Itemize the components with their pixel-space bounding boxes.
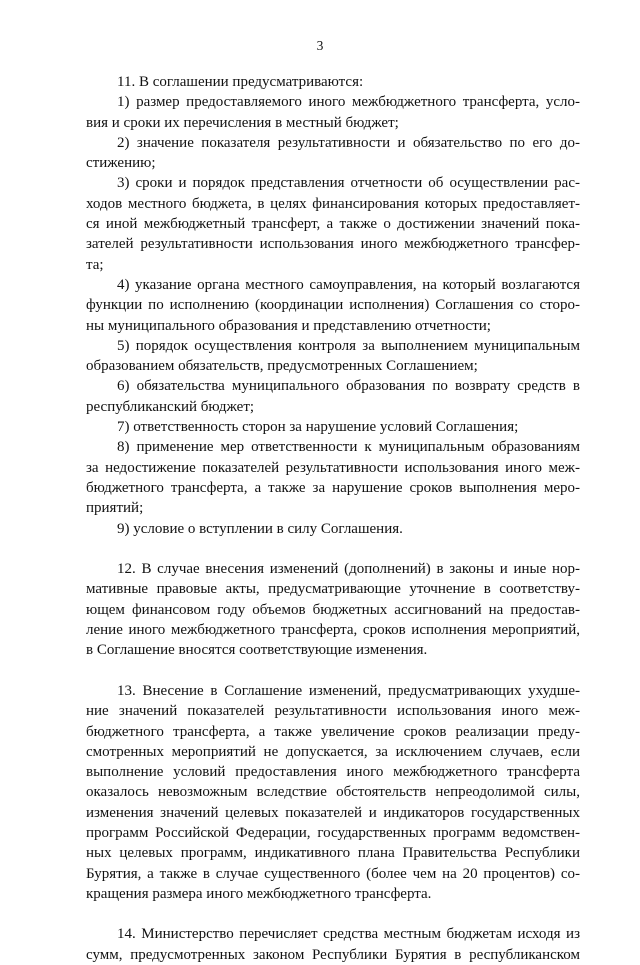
text-line: смотренных мероприятий не допускается, за исключением случаев, если <box>86 743 580 760</box>
text-line: ние значений показателей результативности использования иного меж- <box>86 703 580 720</box>
text-line: 6) обязательства муниципального образования по возврату средств в <box>117 378 580 395</box>
text-line: 2) значение показателя результативности и обязательство по его до- <box>117 134 580 151</box>
text-line: бюджетного трансферта, а также за нарушение сроков выполнения меро- <box>86 479 580 496</box>
text-line: ющем финансовом году объемов бюджетных ассигнований на предостав- <box>86 601 580 618</box>
text-line: программ Российской Федерации, государственных программ ведомствен- <box>86 824 580 841</box>
text-line: мативные правовые акты, предусматривающие уточнение в соответству- <box>86 581 580 598</box>
document-body <box>86 72 580 965</box>
text-line: образованием обязательств, предусмотренных Соглашением; <box>86 358 478 375</box>
text-line: 13. Внесение в Соглашение изменений, предусматривающих ухудше- <box>117 682 580 699</box>
text-line: 9) условие о вступлении в силу Соглашения. <box>117 520 403 537</box>
paragraph-gap <box>86 661 580 681</box>
text-line: ны муниципального образования и представлению отчетности; <box>86 317 491 334</box>
text-line: функции по исполнению (координации исполнения) Соглашения со сторо- <box>86 297 580 314</box>
text-line: 8) применение мер ответственности к муниципальным образованиям <box>117 439 580 456</box>
text-line: 7) ответственность сторон за нарушение условий Соглашения; <box>117 419 519 436</box>
text-line: ление иного межбюджетного трансферта, сроков исполнения мероприятий, <box>86 622 580 639</box>
text-line: ся иной межбюджетный трансферт, а также о достижении значений пока- <box>86 216 580 233</box>
text-line: за недостижение показателей результативности использования иного меж- <box>86 459 580 476</box>
text-line: бюджетного трансферта, а также увеличение сроков реализации преду- <box>86 723 580 740</box>
text-line: 14. Министерство перечисляет средства местным бюджетам исходя из <box>117 926 580 943</box>
text-line: сумм, предусмотренных законом Республики Бурятия в республиканском <box>86 946 580 963</box>
text-line: республиканский бюджет; <box>86 398 255 415</box>
text-line: Бурятия, а также в случае существенного (более чем на 20 процентов) со- <box>86 865 580 882</box>
text-line: ных целевых программ, индикативного плана Правительства Республики <box>86 845 580 862</box>
text-line: приятий; <box>86 500 144 517</box>
text-line: 12. В случае внесения изменений (дополнений) в законы и иные нор- <box>117 561 580 578</box>
text-line: зателей результативности использования иного межбюджетного трансфер- <box>86 236 580 253</box>
page-number: 3 <box>316 38 324 53</box>
text-line: стижению; <box>86 155 156 172</box>
paragraph-gap <box>86 539 580 559</box>
paragraph-gap <box>86 904 580 924</box>
text-line: выполнение условий предоставления иного межбюджетного трансферта <box>86 764 580 781</box>
text-line: вия и сроки их перечисления в местный бюджет; <box>86 114 399 131</box>
text-line: оказалось невозможным вследствие обстоятельств непреодолимой силы, <box>86 784 580 801</box>
text-line: изменения значений целевых показателей и индикаторов государственных <box>86 804 580 821</box>
text-line: 4) указание органа местного самоуправления, на который возлагаются <box>117 276 580 293</box>
text-line: 1) размер предоставляемого иного межбюджетного трансферта, усло- <box>117 94 580 111</box>
text-line: 5) порядок осуществления контроля за выполнением муниципальным <box>117 337 580 354</box>
text-line: в Соглашение вносятся соответствующие изменения. <box>86 642 428 659</box>
text-line: 11. В соглашении предусматриваются: <box>117 74 364 90</box>
text-line: 3) сроки и порядок представления отчетности об осуществлении рас- <box>117 175 580 192</box>
text-line: кращения размера иного межбюджетного трансферта. <box>86 885 432 902</box>
text-line: та; <box>86 256 104 273</box>
text-line: ходов местного бюджета, в целях финансирования которых предоставляет- <box>86 195 580 212</box>
